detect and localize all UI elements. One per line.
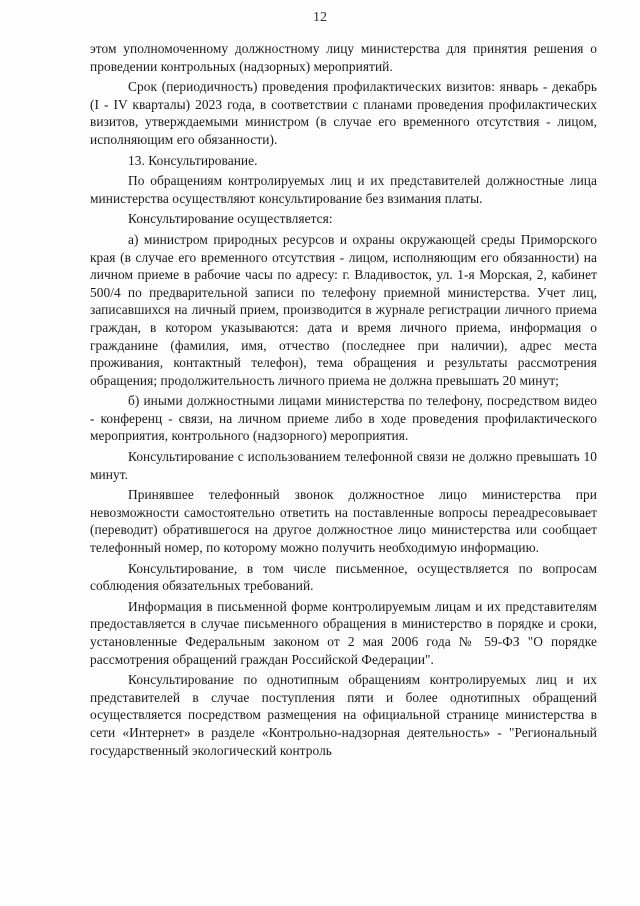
paragraph-4: По обращениям контролируемых лиц и их представителей должностные лица министерства осуществляют консультирование без взимания платы. (90, 173, 597, 206)
section-heading-consulting: 13. Консультирование. (128, 152, 258, 168)
paragraph-2: Срок (периодичность) проведения профилактических визитов: январь - декабрь (I - IV кварталы) 2023 года, в соответствии с планами проведения профилактических визитов, утверждаемыми министром (в случае его временного отсутствия - лицом, исполняющим его обязанности). (90, 79, 597, 147)
paragraph-5: Консультирование осуществляется: (128, 211, 333, 227)
paragraph-10: Консультирование, в том числе письменное, осуществляется по вопросам соблюдения обязательных требований. (90, 560, 597, 594)
paragraph-6: а) министром природных ресурсов и охраны окружающей среды Приморского края (в случае его временного отсутствия - лицом, исполняющим его обязанности) на личном приеме в рабочие часы по адресу: г. Владивосток, ул. 1-я Морская, 2, кабинет 500/4 по предварительной записи по телефону приемной министерства. Учет лиц, записавшихся на личный прием, производится в журнале регистрации личного приема граждан, в котором указываются: дата и время личного приема, информация о гражданине (фамилия, имя, отчество (последнее при наличии), адрес места проживания, контактный телефон), тема обращения и результаты рассмотрения обращения; продолжительность личного приема не должна превышать 20 минут; (90, 231, 597, 388)
paragraph-1: этом уполномоченному должностному лицу министерства для принятия решения о проведении контрольных (надзорных) мероприятий. (90, 41, 597, 74)
page-number: 12 (313, 10, 327, 25)
paragraph-8: Консультирование с использованием телефонной связи не должно превышать 10 минут. (90, 449, 597, 482)
paragraph-9: Принявшее телефонный звонок должностное лицо министерства при невозможности самостоятельно ответить на поставленные вопросы переадресовывает (переводит) обратившегося на другое должностное лицо министерства или сообщает телефонный номер, по которому можно получить необходимую информацию. (90, 487, 597, 556)
document-body (90, 40, 597, 762)
paragraph-11: Информация в письменной форме контролируемым лицам и их представителям предоставляется в случае письменного обращения в министерство в порядке и сроки, установленные Федеральным законом от 2 мая 2006 года № 59-ФЗ "О порядке рассмотрения обращений граждан Российской Федерации". (90, 598, 597, 667)
paragraph-12: Консультирование по однотипным обращениям контролируемых лиц и их представителей в случае поступления пяти и более однотипных обращений осуществляется посредством размещения на официальной странице министерства в сети «Интернет» в разделе «Контрольно-надзорная деятельность» - "Региональный государственный экологический контроль (90, 672, 597, 758)
paragraph-7: б) иными должностными лицами министерства по телефону, посредством видео - конференц - связи, на личном приеме либо в ходе проведения профилактического мероприятия, контрольного (надзорного) мероприятия. (90, 393, 597, 444)
